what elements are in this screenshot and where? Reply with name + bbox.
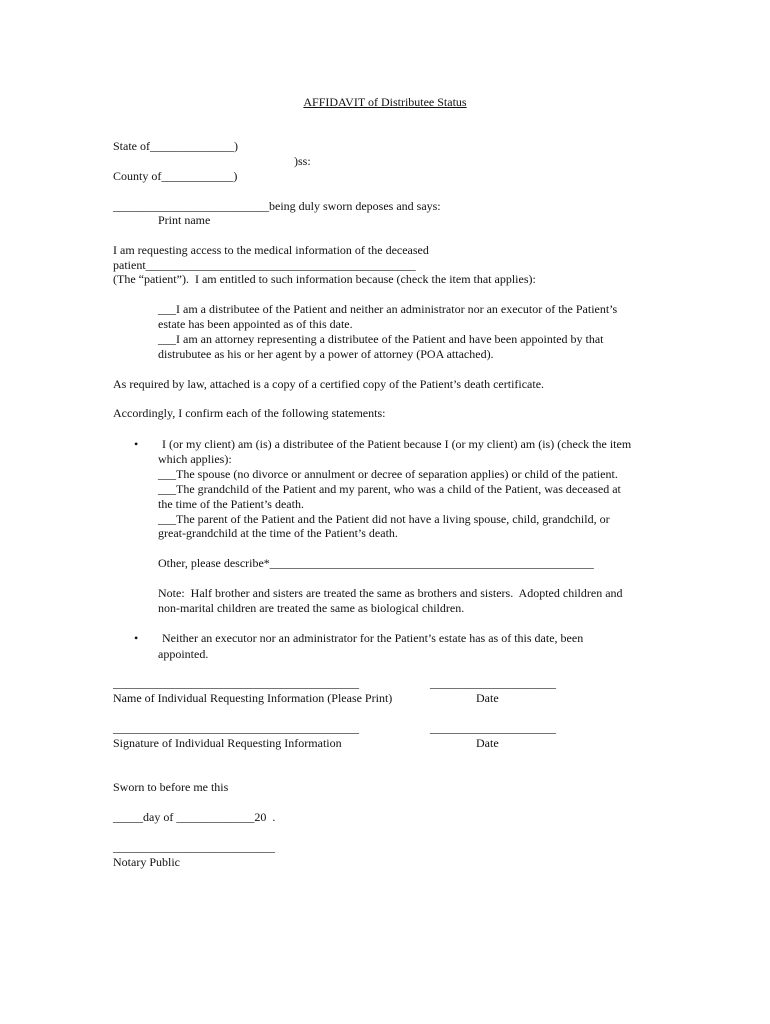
- bullet-icon: •: [134, 631, 139, 645]
- bullet-icon: •: [134, 437, 139, 451]
- death-certificate-statement: As required by law, attached is a copy of a certified copy of the Patient’s death certificate.: [113, 377, 545, 391]
- bullet1-line-5: the time of the Patient’s death.: [158, 497, 304, 511]
- signature-blank: _________________________________________: [113, 721, 359, 735]
- document-title: AFFIDAVIT of Distributee Status: [303, 95, 467, 109]
- note-line-1: Note: Half brother and sisters are treated the same as brothers and sisters. Adopted children and: [158, 586, 623, 600]
- bullet1-line-3: ___The spouse (no divorce or annulment or decree of separation applies) or child of the patient.: [158, 467, 618, 481]
- name-signature-blank: _________________________________________: [113, 676, 359, 690]
- day-of-line: _____day of _____________20 .: [113, 810, 276, 824]
- print-name-label: Print name: [158, 213, 211, 227]
- option-distributee-line-2: estate has been appointed as of this date.: [158, 317, 353, 331]
- option-distributee-line-1: ___I am a distributee of the Patient and neither an administrator nor an executor of the Patient’s: [158, 302, 618, 316]
- notary-public-label: Notary Public: [113, 855, 180, 869]
- bullet1-line-6: ___The parent of the Patient and the Patient did not have a living spouse, child, grandchild, or: [158, 512, 610, 526]
- notary-signature-blank: ___________________________: [113, 840, 275, 854]
- state-of-field: State of______________): [113, 139, 238, 153]
- deponent-line: __________________________being duly sworn deposes and says:: [113, 199, 441, 213]
- date-label: Date: [476, 691, 499, 705]
- bullet1-line-1: I (or my client) am (is) a distributee of the Patient because I (or my client) am (is) (check the item: [162, 437, 632, 451]
- signature-date-blank: _____________________: [430, 721, 556, 735]
- confirm-statement: Accordingly, I confirm each of the following statements:: [113, 406, 386, 420]
- option-attorney-line-1: ___I am an attorney representing a distributee of the Patient and have been appointed by that: [158, 332, 604, 346]
- date-label: Date: [476, 736, 499, 750]
- county-of-field: County of____________): [113, 169, 238, 183]
- bullet2-line-2: appointed.: [158, 647, 209, 661]
- bullet1-line-2: which applies):: [158, 452, 232, 466]
- option-attorney-line-2: distrubutee as his or her agent by a power of attorney (POA attached).: [158, 347, 494, 361]
- bullet1-line-7: great-grandchild at the time of the Patient’s death.: [158, 526, 398, 540]
- other-describe-line: Other, please describe*______________________________________________________: [158, 556, 594, 570]
- sworn-statement: Sworn to before me this: [113, 780, 229, 794]
- request-line-2: patient_____________________________________________: [113, 258, 416, 272]
- request-line-1: I am requesting access to the medical information of the deceased: [113, 243, 429, 257]
- bullet1-line-4: ___The grandchild of the Patient and my parent, who was a child of the Patient, was deceased at: [158, 482, 621, 496]
- bullet2-line-1: Neither an executor nor an administrator for the Patient’s estate has as of this date, been: [162, 631, 584, 645]
- request-line-3: (The “patient”). I am entitled to such information because (check the item that applies):: [113, 272, 536, 286]
- signature-label: Signature of Individual Requesting Information: [113, 736, 342, 750]
- name-label: Name of Individual Requesting Information (Please Print): [113, 691, 393, 705]
- note-line-2: non-marital children are treated the same as biological children.: [158, 601, 465, 615]
- name-date-blank: _____________________: [430, 676, 556, 690]
- ss-marker: )ss:: [294, 154, 311, 168]
